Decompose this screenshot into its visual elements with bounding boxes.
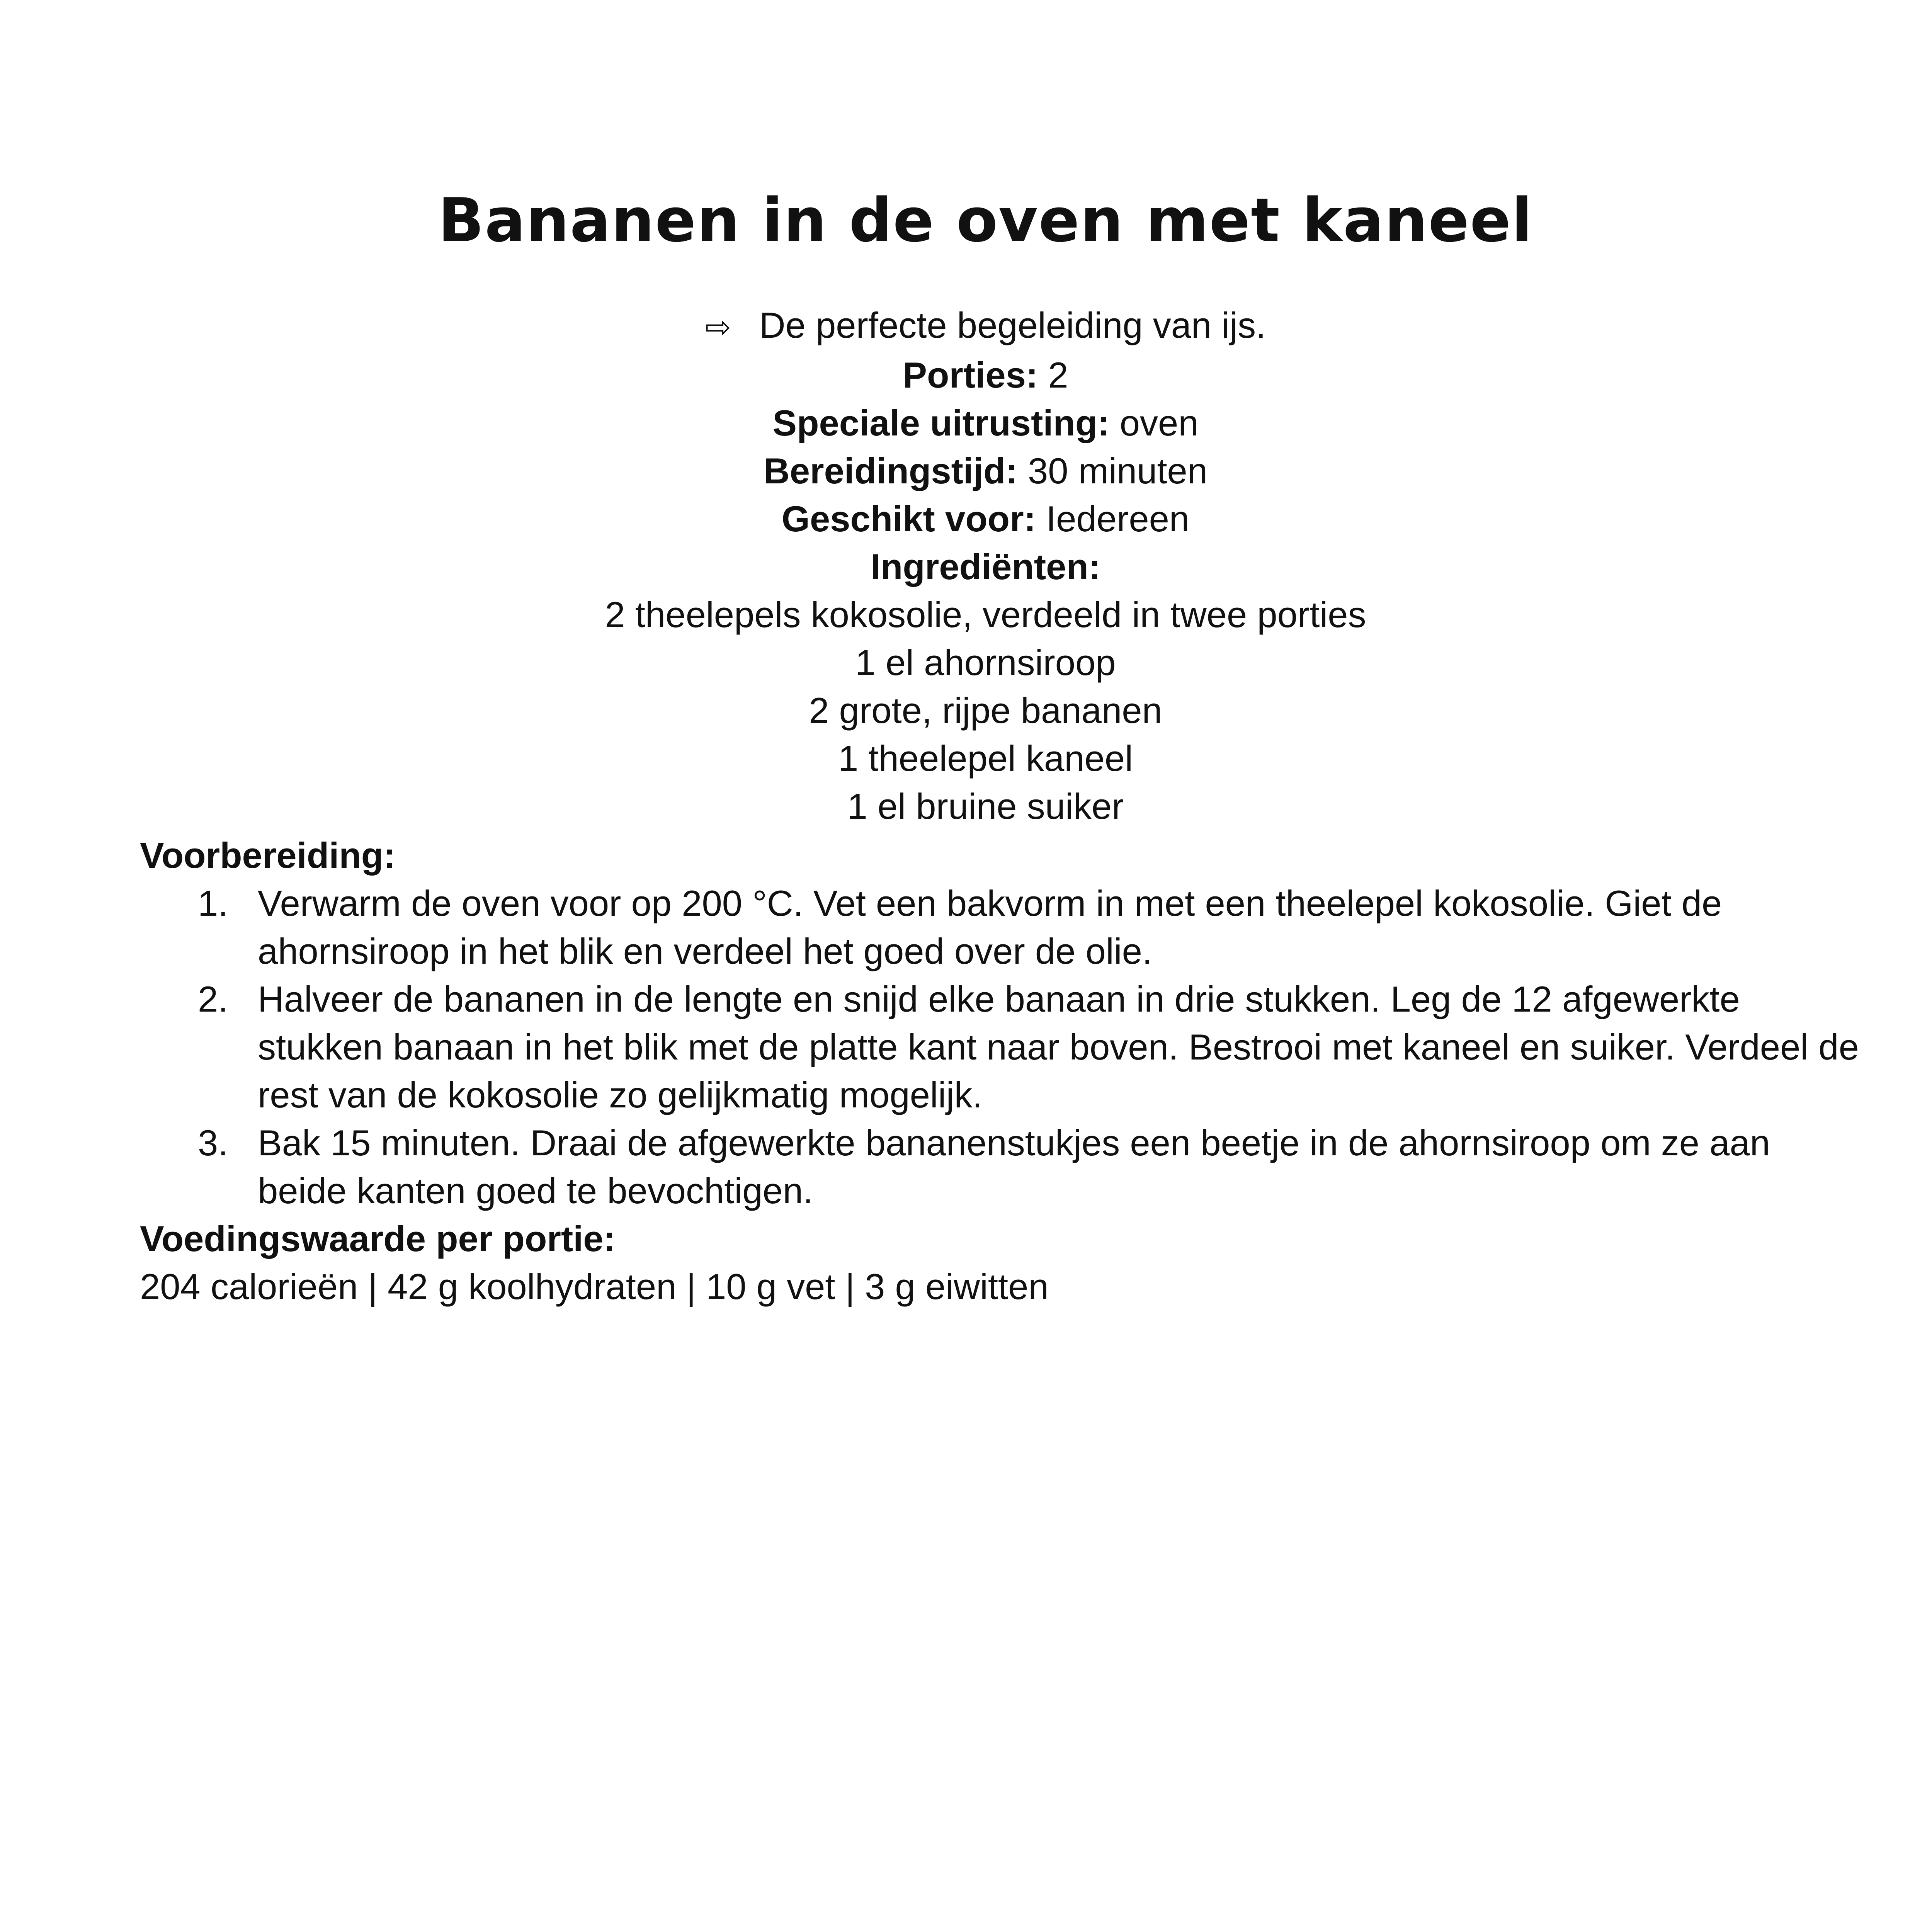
step-item bbox=[140, 879, 1861, 975]
recipe-title: Bananen in de oven met kaneel bbox=[438, 185, 1533, 255]
meta-servings bbox=[0, 351, 1932, 399]
ingredient-item: 2 grote, rijpe bananen bbox=[809, 690, 1162, 731]
meta-label: Bereidingstijd: bbox=[763, 451, 1018, 491]
arrow-right-outline-icon: ⇨ bbox=[705, 310, 731, 344]
step-item bbox=[140, 1119, 1861, 1215]
tagline-text: De perfecte begeleiding van ijs. bbox=[759, 305, 1266, 345]
preparation-steps bbox=[140, 879, 1859, 1215]
meta-label: Geschikt voor: bbox=[781, 498, 1036, 539]
recipe-body bbox=[140, 832, 1859, 1311]
ingredient-item: 1 el bruine suiker bbox=[847, 786, 1124, 827]
meta-suitable-for bbox=[0, 495, 1932, 543]
step-number: 2. bbox=[198, 979, 228, 1019]
meta-equipment bbox=[0, 399, 1932, 447]
meta-label: Speciale uitrusting: bbox=[772, 403, 1110, 443]
meta-value: Iedereen bbox=[1036, 498, 1190, 539]
step-text: Verwarm de oven voor op 200 °C. Vet een bakvorm in met een theelepel kokosolie. Giet de ahornsiroop in het blik en verdeel het goed over de olie. bbox=[258, 883, 1722, 971]
meta-value: oven bbox=[1109, 403, 1199, 443]
step-text: Halveer de bananen in de lengte en snijd elke banaan in drie stukken. Leg de 12 afgewerkte stukken banaan in het blik met de platte kant naar boven. Bestrooi met kaneel en suiker. Verdeel de rest van de kokosolie zo gelijkmatig mogelijk. bbox=[258, 979, 1859, 1115]
ingredients-heading: Ingrediënten: bbox=[870, 546, 1101, 587]
step-text: Bak 15 minuten. Draai de afgewerkte bananenstukjes een beetje in de ahornsiroop om ze aan beide kanten goed te bevochtigen. bbox=[258, 1122, 1770, 1211]
ingredient-item: 2 theelepels kokosolie, verdeeld in twee porties bbox=[605, 594, 1366, 635]
preparation-heading: Voorbereiding: bbox=[140, 835, 396, 876]
step-number: 3. bbox=[198, 1122, 228, 1163]
tagline bbox=[0, 301, 1932, 351]
recipe-summary bbox=[0, 301, 1932, 830]
step-number: 1. bbox=[198, 883, 228, 923]
meta-prep-time bbox=[0, 447, 1932, 495]
meta-value: 2 bbox=[1038, 355, 1068, 395]
ingredient-item: 1 el ahornsiroop bbox=[855, 642, 1116, 683]
step-item bbox=[140, 975, 1861, 1119]
ingredient-item: 1 theelepel kaneel bbox=[838, 738, 1133, 779]
meta-label: Porties: bbox=[903, 355, 1038, 395]
nutrition-facts: 204 calorieën | 42 g koolhydraten | 10 g vet | 3 g eiwitten bbox=[140, 1266, 1049, 1307]
meta-value: 30 minuten bbox=[1017, 451, 1208, 491]
nutrition-heading: Voedingswaarde per portie: bbox=[140, 1218, 616, 1259]
